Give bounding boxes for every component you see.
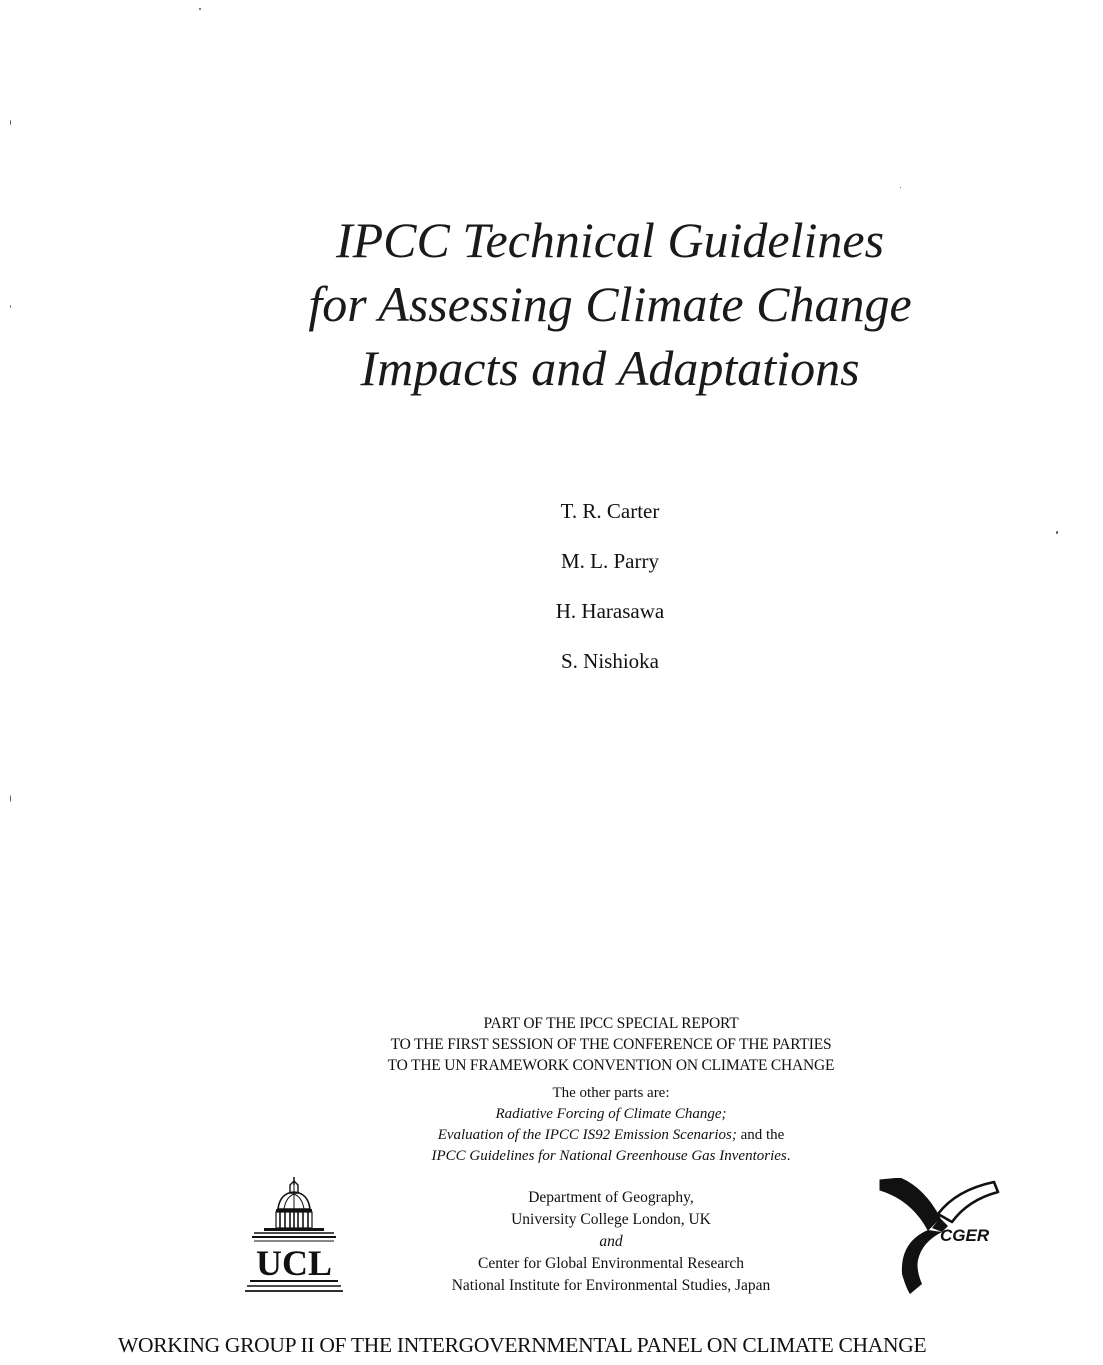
scan-speck	[199, 8, 201, 10]
other-part-line	[350, 1125, 872, 1146]
institution-line: University College London, UK	[511, 1211, 711, 1228]
scan-speck	[1056, 531, 1058, 534]
author-name: S. Nishioka	[560, 649, 659, 673]
other-part-title: Radiative Forcing of Climate Change;	[495, 1106, 727, 1122]
report-line: TO THE FIRST SESSION OF THE CONFERENCE OF THE PARTIES	[390, 1036, 832, 1053]
ucl-logo-text: UCL	[255, 1243, 333, 1283]
institution-line: Center for Global Environmental Research	[478, 1255, 744, 1272]
scan-speck	[900, 187, 901, 188]
other-parts-list	[350, 1083, 872, 1167]
author-list	[460, 495, 760, 695]
title-line: IPCC Technical Guidelines	[335, 212, 885, 268]
other-part-title: Evaluation of the IPCC IS92 Emission Scenarios;	[437, 1127, 737, 1143]
cger-swoosh-icon	[876, 1178, 1002, 1296]
ucl-dome-icon	[244, 1175, 344, 1297]
title-line: for Assessing Climate Change	[308, 276, 912, 332]
institution-addresses	[380, 1187, 842, 1297]
scan-speck	[10, 305, 11, 308]
title-line: Impacts and Adaptations	[360, 340, 860, 396]
scan-speck	[10, 795, 11, 802]
report-line: TO THE UN FRAMEWORK CONVENTION ON CLIMATE CHANGE	[387, 1057, 835, 1074]
author-name: H. Harasawa	[555, 599, 665, 623]
author-name: T. R. Carter	[560, 499, 660, 523]
scan-speck	[10, 120, 11, 125]
other-parts-intro: The other parts are:	[552, 1085, 670, 1101]
other-part-connector: and the	[736, 1127, 785, 1143]
other-part-period: .	[786, 1148, 791, 1164]
ucl-logo	[244, 1175, 344, 1297]
other-part-line	[350, 1146, 872, 1167]
institution-line: Department of Geography,	[528, 1189, 694, 1206]
document-title	[250, 208, 970, 400]
institution-connector: and	[599, 1233, 623, 1250]
report-line: PART OF THE IPCC SPECIAL REPORT	[483, 1015, 739, 1032]
cger-logo-text: CGER	[940, 1226, 990, 1245]
cger-logo	[876, 1178, 1002, 1296]
footer-working-group: WORKING GROUP II OF THE INTERGOVERNMENTAL PANEL ON CLIMATE CHANGE	[118, 1333, 927, 1357]
other-part-title: IPCC Guidelines for National Greenhouse Gas Inventories	[431, 1148, 787, 1164]
institution-line: National Institute for Environmental Studies, Japan	[451, 1277, 771, 1294]
report-statement	[300, 1013, 922, 1076]
author-name: M. L. Parry	[561, 549, 659, 573]
